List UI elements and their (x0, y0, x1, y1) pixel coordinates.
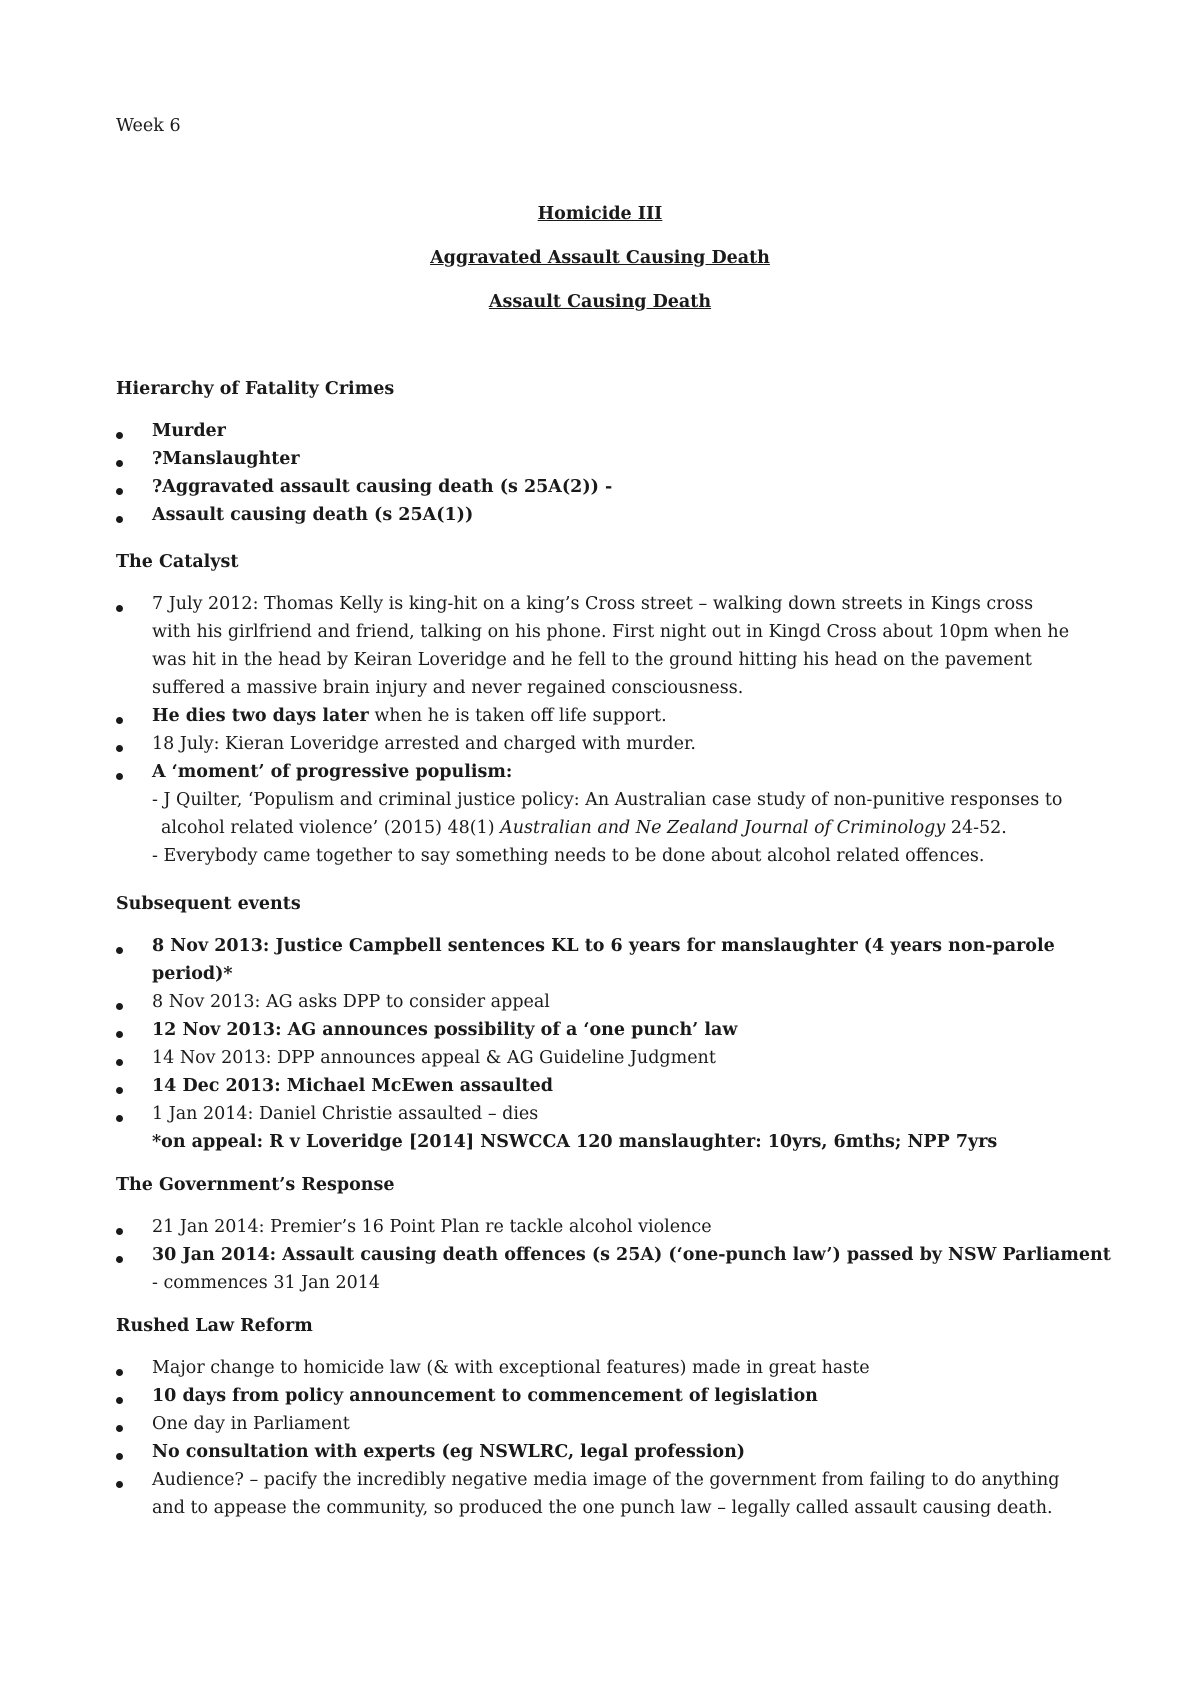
bullet-icon (116, 432, 123, 439)
list-item-text (152, 702, 1152, 730)
week-label: Week 6 (116, 116, 181, 136)
title-assault: Assault Causing Death (488, 292, 712, 312)
list-item-text: Assault causing death (s 25A(1)) (152, 505, 474, 525)
list-item-text (152, 932, 1152, 988)
list-item-text: ?Manslaughter (152, 449, 300, 469)
section-heading-response: The Government’s Response (116, 1175, 395, 1195)
plain-text: when he is taken off life support. (368, 706, 667, 726)
appeal-note: *on appeal: R v Loveridge [2014] NSWCCA 120 manslaughter: 10yrs, 6mths; NPP 7yrs (152, 1132, 998, 1152)
text-line: was hit in the head by Keiran Loveridge and he fell to the ground hitting his head on the pavement (152, 650, 1032, 670)
bullet-icon (116, 1115, 123, 1122)
bullet-icon (116, 605, 123, 612)
bullet-icon (116, 1369, 123, 1376)
bullet-icon (116, 1453, 123, 1460)
list-item-text (152, 1241, 1152, 1297)
text-line: suffered a massive brain injury and never regained consciousness. (152, 678, 744, 698)
list-item-text (152, 1100, 1152, 1156)
text-line: 30 Jan 2014: Assault causing death offences (s 25A) (‘one-punch law’) passed by NSW Parliament (152, 1245, 1111, 1265)
bullet-icon (116, 947, 123, 954)
list-item-text: No consultation with experts (eg NSWLRC, legal profession) (152, 1442, 746, 1462)
text-line: and to appease the community, so produced the one punch law – legally called assault causing death. (152, 1498, 1053, 1518)
list-item-text: 8 Nov 2013: AG asks DPP to consider appeal (152, 992, 550, 1012)
journal-title: Australian and Ne Zealand Journal of Criminology (500, 818, 946, 838)
bold-text: A ‘moment’ of progressive populism: (152, 762, 513, 782)
bullet-icon (116, 1059, 123, 1066)
bullet-icon (116, 717, 123, 724)
bullet-icon (116, 1425, 123, 1432)
list-item-text: 18 July: Kieran Loveridge arrested and charged with murder. (152, 734, 696, 754)
bullet-icon (116, 460, 123, 467)
sub-line (152, 814, 1152, 842)
sub-line: - commences 31 Jan 2014 (152, 1273, 380, 1293)
bold-text: He dies two days later (152, 706, 369, 726)
bullet-icon (116, 745, 123, 752)
list-item-text (152, 758, 1152, 870)
list-item-text (152, 1466, 1152, 1522)
sub-line: - Everybody came together to say something needs to be done about alcohol related offences. (152, 846, 985, 866)
list-item-text: Murder (152, 421, 226, 441)
bullet-icon (116, 1481, 123, 1488)
text-line: Audience? – pacify the incredibly negative media image of the government from failing to do anything (152, 1470, 1060, 1490)
list-item-text: 14 Nov 2013: DPP announces appeal & AG Guideline Judgment (152, 1048, 716, 1068)
sub-line: - J Quilter, ‘Populism and criminal justice policy: An Australian case study of non-punitive responses to (152, 790, 1063, 810)
list-item-text: 21 Jan 2014: Premier’s 16 Point Plan re tackle alcohol violence (152, 1217, 712, 1237)
section-heading-hierarchy: Hierarchy of Fatality Crimes (116, 379, 395, 399)
bullet-icon (116, 1087, 123, 1094)
text-line: 7 July 2012: Thomas Kelly is king-hit on a king’s Cross street – walking down streets in Kings cross (152, 594, 1034, 614)
title-homicide: Homicide III (537, 204, 663, 224)
bullet-icon (116, 1256, 123, 1263)
text-line: 8 Nov 2013: Justice Campbell sentences KL to 6 years for manslaughter (4 years non-parole (152, 936, 1055, 956)
section-heading-rushed: Rushed Law Reform (116, 1316, 313, 1336)
bullet-icon (116, 1397, 123, 1404)
bullet-icon (116, 1003, 123, 1010)
text-line: 1 Jan 2014: Daniel Christie assaulted – dies (152, 1104, 539, 1124)
bullet-icon (116, 516, 123, 523)
plain-text: alcohol related violence’ (2015) 48(1) (161, 818, 501, 838)
list-item-text: One day in Parliament (152, 1414, 350, 1434)
list-item-text (152, 590, 1152, 702)
text-line: with his girlfriend and friend, talking on his phone. First night out in Kingd Cross about 10pm when he (152, 622, 1070, 642)
plain-text: 24-52. (945, 818, 1007, 838)
section-heading-catalyst: The Catalyst (116, 552, 239, 572)
bullet-icon (116, 1228, 123, 1235)
list-item-text: 14 Dec 2013: Michael McEwen assaulted (152, 1076, 553, 1096)
list-item-text: Major change to homicide law (& with exceptional features) made in great haste (152, 1358, 870, 1378)
text-line: period)* (152, 964, 233, 984)
list-item-text: 12 Nov 2013: AG announces possibility of a ‘one punch’ law (152, 1020, 738, 1040)
section-heading-subsequent: Subsequent events (116, 894, 301, 914)
list-item-text: ?Aggravated assault causing death (s 25A(2)) - (152, 477, 613, 497)
bullet-icon (116, 488, 123, 495)
bullet-icon (116, 1031, 123, 1038)
title-aggravated: Aggravated Assault Causing Death (430, 248, 770, 268)
list-item-text: 10 days from policy announcement to commencement of legislation (152, 1386, 818, 1406)
bullet-icon (116, 773, 123, 780)
